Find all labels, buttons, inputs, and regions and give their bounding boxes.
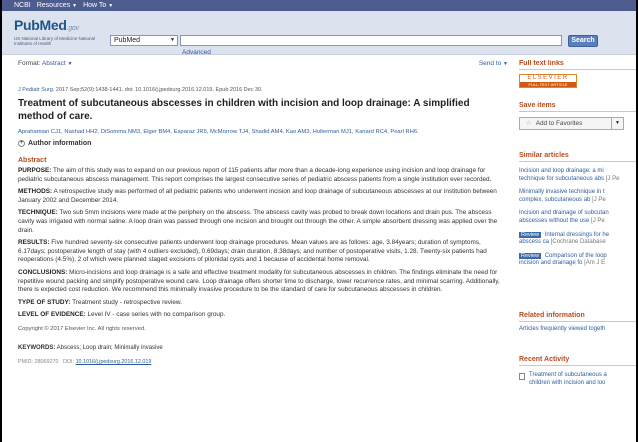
copyright: Copyright © 2017 Elsevier Inc. All rights reserved. <box>18 325 146 332</box>
author-info-toggle[interactable]: + Author information <box>19 140 92 147</box>
related-info-heading: Related information <box>519 311 585 319</box>
favorites-control <box>519 117 624 130</box>
chevron-down-icon: ▼ <box>108 3 114 9</box>
divider <box>519 69 636 70</box>
abstract-results: RESULTS: Five hundred seventy-six consecutive patients underwent loop drainage procedures. Mean values are as follows: age, 3.84years; duration of symptoms, 6.17days; postoperative length of stay (with 4 outliers excluded), 0.69days; drain duration, 8.38days; and number of postoperative visits, 1.28. Twenty-six patients had reoperations (4.5%), 2 of which were planned staged excisions of pilonidal cysts and 1 because of accidental home removal. <box>18 239 487 264</box>
chevron-down-icon: ▼ <box>170 37 175 43</box>
journal-link[interactable]: J Pediatr Surg. <box>18 87 55 93</box>
expand-plus-icon: + <box>19 140 24 146</box>
display-toolbar <box>18 60 508 67</box>
similar-article-3[interactable]: Incision and drainage of subcutan abscesses without the use [J Pe <box>519 210 609 224</box>
fulltext-heading: Full text links <box>519 60 564 67</box>
recent-activity-heading: Recent Activity <box>519 355 570 363</box>
pubmed-logo[interactable]: PubMed.gov <box>14 17 79 33</box>
format-select[interactable]: Format: Abstract ▼ <box>18 60 73 67</box>
article-title: Treatment of subcutaneous abscesses in children with incision and loop drainage: A simplified method of care. <box>18 98 470 122</box>
save-items-heading: Save items <box>519 102 556 109</box>
similar-article-4[interactable]: Review Internal dressings for he abscess ca [Cochrane Database <box>519 231 610 246</box>
search-input[interactable] <box>180 35 562 46</box>
ncbi-bar <box>2 0 636 11</box>
nlm-subtitle: US National Library of Medicine National Institutes of Health <box>14 36 96 46</box>
similar-article-1[interactable]: Incision and loop drainage: a mi technique for subcutaneous abs [J Pe <box>519 168 620 182</box>
abstract-methods: METHODS: A retrospective study was performed of all pediatric patients who underwent incision and loop drainage of subcutaneous abscesses at our institution between January 2002 and December 2014. <box>18 188 497 204</box>
divider <box>519 111 636 112</box>
abstract-heading: Abstract <box>18 157 47 164</box>
star-icon: ☆ <box>526 120 532 127</box>
chevron-down-icon: ▼ <box>72 3 78 9</box>
search-header <box>2 11 636 55</box>
study-type: TYPE OF STUDY: Treatment study - retrospective review. <box>18 298 182 306</box>
divider <box>519 365 636 366</box>
keywords: KEYWORDS: Abscess; Loop drain; Minimally invasive <box>18 344 163 351</box>
document-icon <box>519 373 525 380</box>
similar-articles-heading: Similar articles <box>519 152 569 159</box>
sidebar <box>519 60 636 387</box>
ncbi-logo[interactable]: NCBI <box>14 2 31 9</box>
chevron-down-icon: ▼ <box>67 61 73 67</box>
recent-activity-item[interactable]: Treatment of subcutaneous a children with incision and loo <box>519 372 636 387</box>
divider <box>519 161 636 162</box>
similar-article-5[interactable]: Review Comparison of the loop incision and drainage fo [Am J E <box>519 252 607 267</box>
main-content <box>18 60 508 365</box>
chevron-down-icon: ▼ <box>615 120 620 126</box>
author-list[interactable]: Aprahamian CJ1, Nashad HH2, DiSomma NM3, Elger BM4, Esparaz JR5, McMorrow TJ4, Shadid AM4, Kao AM3, Holterman MJ1, Kanard RC4, Pearl RH6. <box>18 129 419 135</box>
howto-menu[interactable]: How To ▼ <box>83 2 114 9</box>
identifiers: PMID: 28069270 DOI: 10.1016/j.jpedsurg.2016.12.019 <box>18 358 152 365</box>
chevron-down-icon: ▼ <box>503 61 508 67</box>
add-to-favorites-button[interactable]: ☆ Add to Favorites <box>519 117 612 130</box>
elsevier-fulltext-link[interactable]: ELSEVIER FULL-TEXT ARTICLE <box>519 74 577 88</box>
advanced-search-link[interactable]: Advanced <box>182 49 211 56</box>
favorites-dropdown-button[interactable] <box>612 117 624 130</box>
citation: J Pediatr Surg. 2017 Sep;52(9):1438-1441. doi: 10.1016/j.jpedsurg.2016.12.019. Epub 2016 Dec 30. <box>18 87 263 93</box>
doi-link[interactable]: 10.1016/j.jpedsurg.2016.12.019 <box>75 358 152 365</box>
divider <box>519 321 636 322</box>
abstract-technique: TECHNIQUE: Two sub 5mm incisions were made at the periphery on the abscess. The abscess cavity was probed to break down locations and drain pus. The abscess cavity was irrigated with normal saline. A loop drain was passed through one incision and brought out through the other. A simple absorbent dressing was applied over the drain. <box>18 209 498 234</box>
abstract-purpose: PURPOSE: The aim of this study was to expand on our previous report of 115 patients after more than a decade-long experience using incision and loop drainage for pediatric subcutaneous abscess management. This report comprises the largest consecutive series of pediatric abscess patients from a single institution ever recorded. <box>18 167 492 183</box>
resources-menu[interactable]: Resources ▼ <box>36 2 78 9</box>
similar-article-2[interactable]: Minimally invasive technique in t complex, subcutaneous ab [J Pe <box>519 189 606 203</box>
level-of-evidence: LEVEL OF EVIDENCE: Level IV - case series with no comparison group. <box>18 311 226 319</box>
database-select[interactable]: PubMed ▼ <box>110 35 178 46</box>
related-articles-link[interactable]: Articles frequently viewed togeth <box>519 325 606 332</box>
review-badge: Review <box>521 252 540 259</box>
abstract-conclusions: CONCLUSIONS: Micro-incisions and loop drainage is a safe and effective treatment modality for subcutaneous abscesses in children. The findings eliminate the need for repetitive wound packing and simplify postoperative wound care. Loop drainage offers shorter time to discharge, lower recurrence rates, and minimal scarring. Additionally, there is expected cost reduction. We recommend this minimally invasive procedure to be the standard of care for subcutaneous abscesses in children. <box>18 268 500 294</box>
pubmed-page <box>2 0 636 442</box>
search-button[interactable]: Search <box>568 35 598 47</box>
send-to-menu[interactable]: Send to ▼ <box>478 60 508 67</box>
review-badge: Review <box>521 231 540 238</box>
